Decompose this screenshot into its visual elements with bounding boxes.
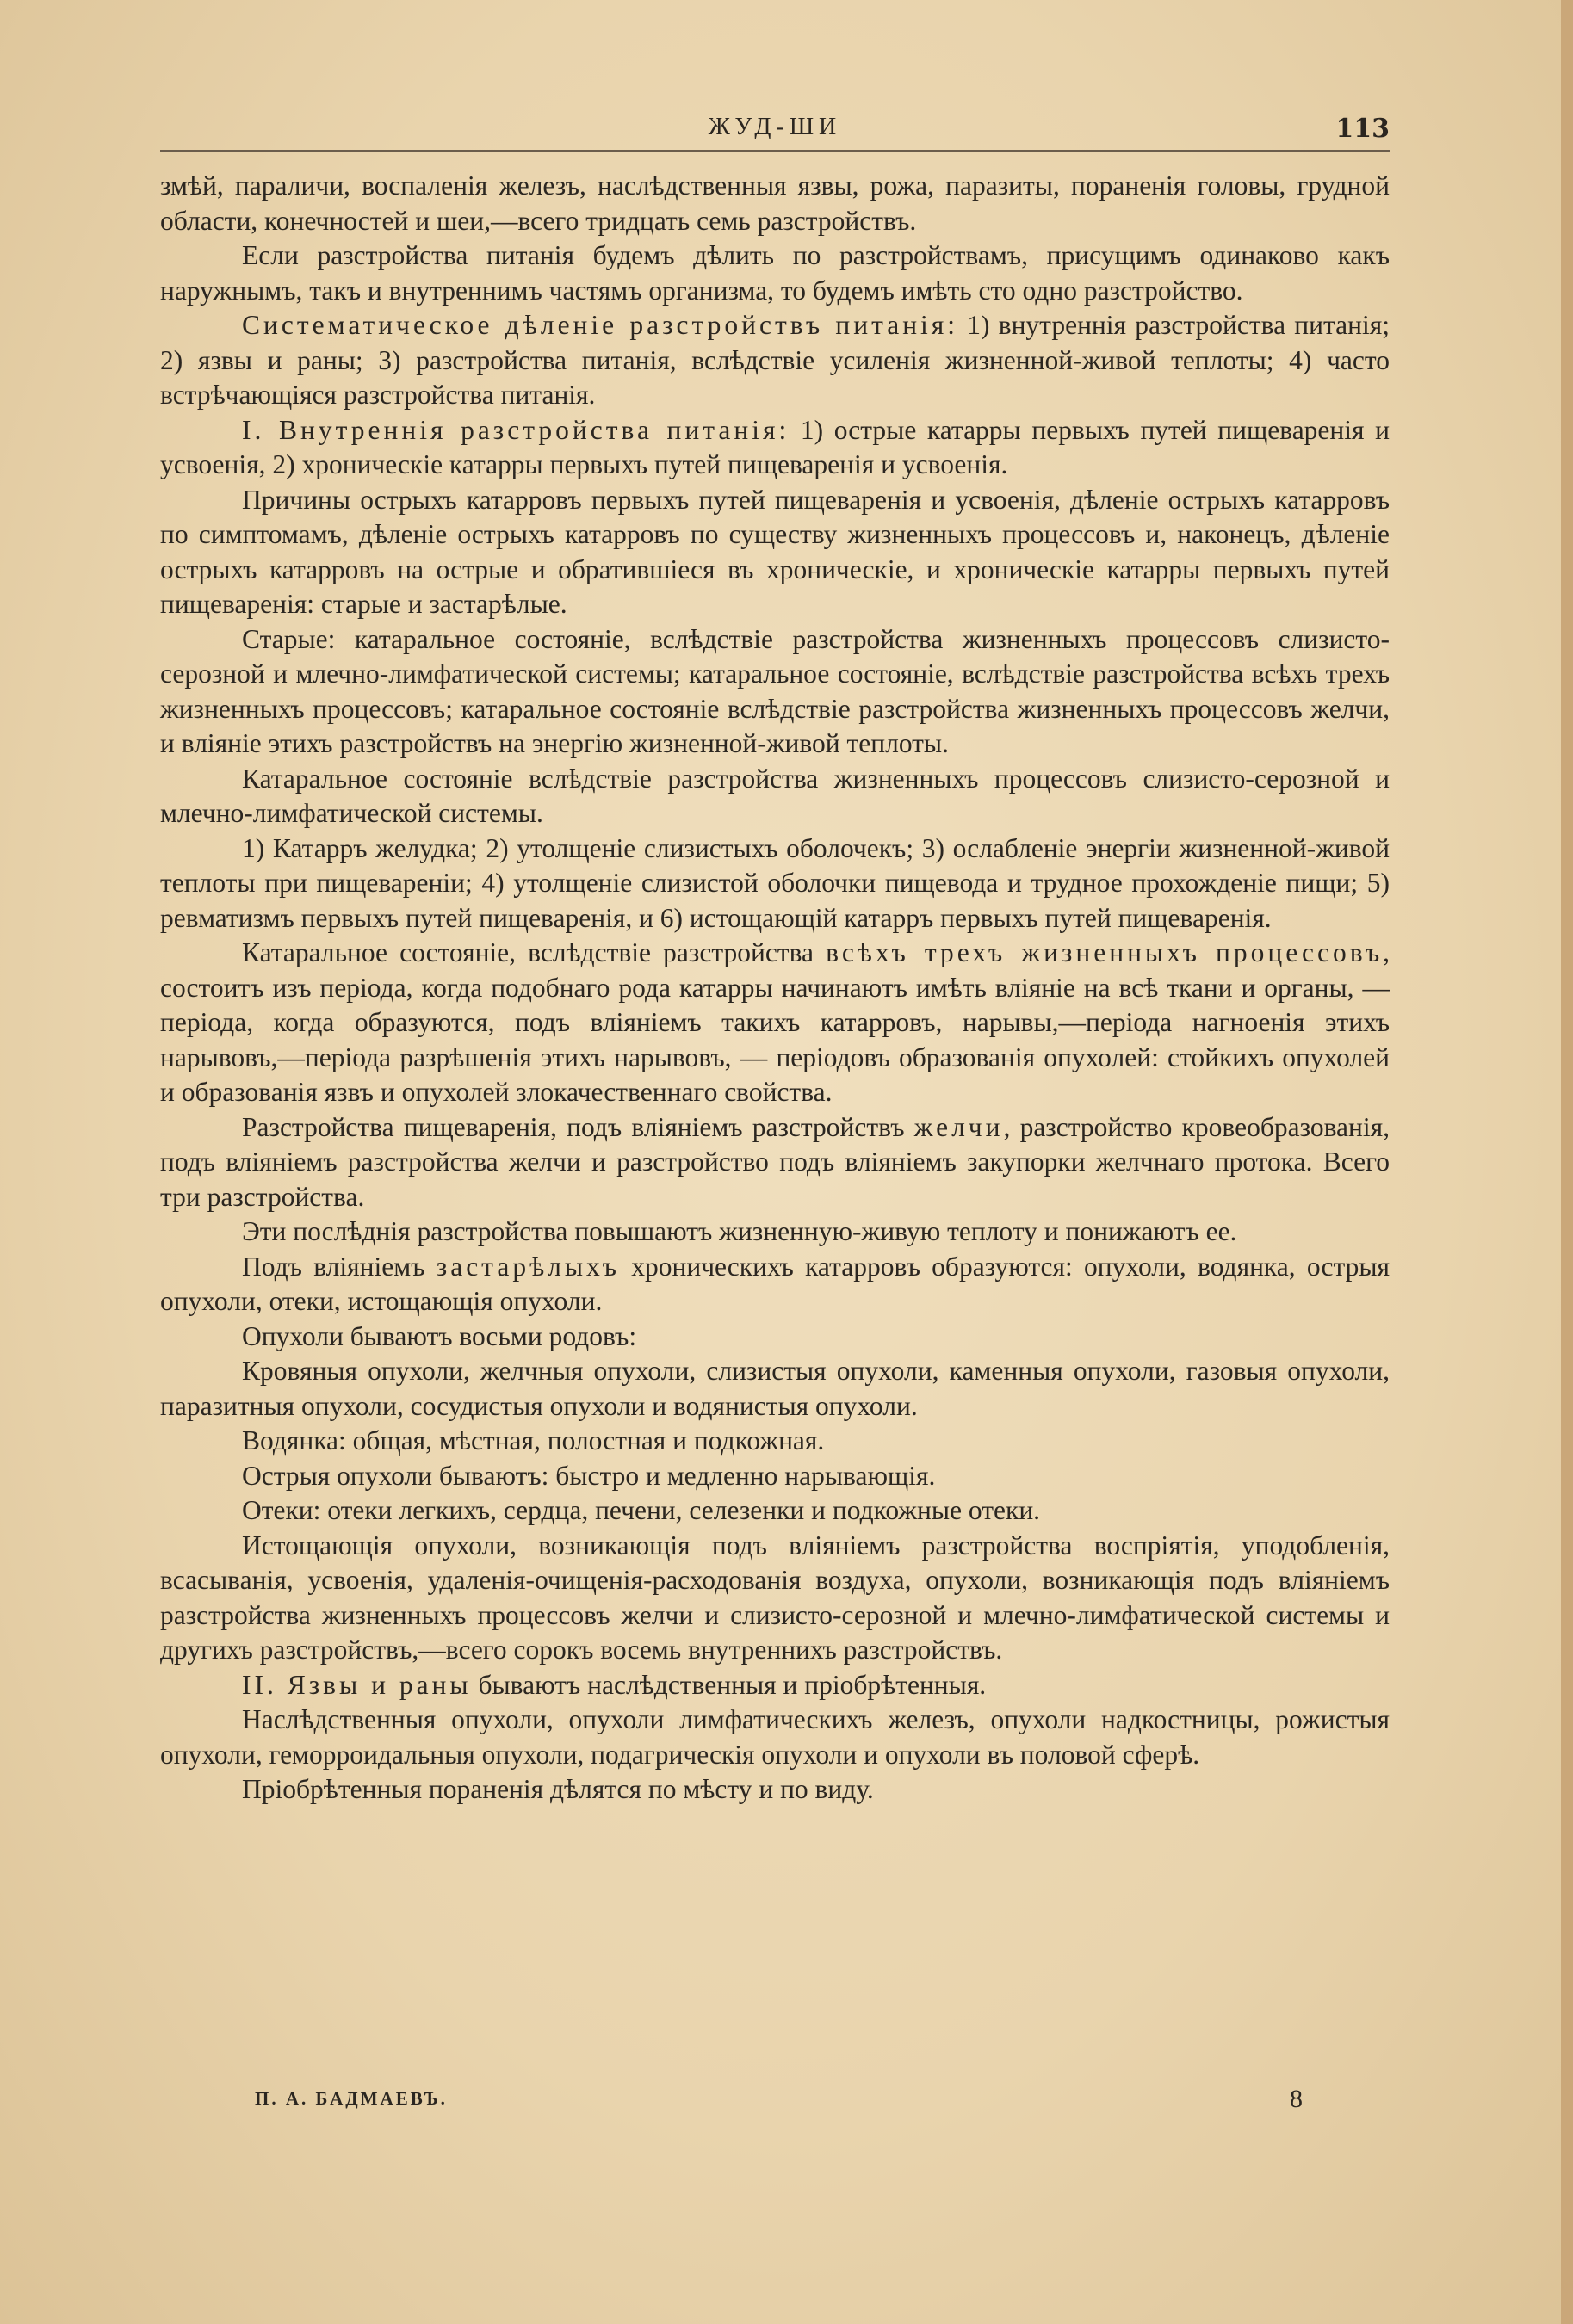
- paragraph: [160, 831, 1390, 936]
- paragraph: [160, 308, 1390, 413]
- paragraph-text: 1) острые катарры первыхъ путей пищеваренія и усвоенія, 2) хроническіе катарры первыхъ путей пищеваренія и усвоенія.: [160, 414, 1390, 479]
- paragraph-text: Кровяныя опухоли, желчныя опухоли, слизистыя опухоли, каменныя опухоли, газовыя опухоли, паразитныя опухоли, сосудистыя опухоли и водянистыя опухоли.: [160, 1356, 1390, 1421]
- spaced-emphasis-text: всѣхъ трехъ жизненныхъ процессовъ: [826, 937, 1384, 967]
- paragraph: [160, 1354, 1390, 1424]
- paragraph-text: Пріобрѣтенныя пораненія дѣлятся по мѣсту и по виду.: [242, 1774, 874, 1804]
- page-header: [160, 110, 1390, 152]
- paragraph: [160, 1772, 1390, 1808]
- page-footer: [160, 2085, 1390, 2119]
- spaced-emphasis-text: I. Внутреннія разстройства питанія:: [242, 414, 790, 445]
- paragraph-text: Водянка: общая, мѣстная, полостная и подкожная.: [242, 1425, 825, 1456]
- paragraph: [160, 483, 1390, 622]
- paragraph: [160, 1215, 1390, 1250]
- paragraph-text: Острыя опухоли бываютъ: быстро и медленно нарывающія.: [242, 1460, 936, 1491]
- paragraph: [160, 622, 1390, 762]
- paragraph: [160, 1110, 1390, 1215]
- paragraph: [160, 1250, 1390, 1320]
- page-number: 113: [1335, 114, 1390, 144]
- paragraph-text: Опухоли бываютъ восьми родовъ:: [242, 1320, 637, 1351]
- paragraph-text: бываютъ наслѣдственныя и пріобрѣтенныя.: [471, 1669, 987, 1700]
- paragraph-text: Старые: катаральное состояніе, вслѣдствіе разстройства жизненныхъ процессовъ слизисто-серозной и млечно-лимфатической системы; катаральное состояніе, вслѣдствіе разстройства всѣхъ трехъ жизненныхъ процессовъ; катаральное состояніе вслѣдствіе разстройства жизненныхъ процессовъ желчи, и вліяніе этихъ разстройствъ на энергію жизненной-живой теплоты.: [160, 623, 1390, 758]
- paragraph: [160, 1493, 1390, 1529]
- paragraph: [160, 936, 1390, 1110]
- paragraph-text: Отеки: отеки легкихъ, сердца, печени, селезенки и подкожные отеки.: [242, 1495, 1041, 1525]
- spaced-emphasis-text: Систематическое дѣленіе разстройствъ питанія:: [242, 310, 959, 340]
- paragraph-text: Если разстройства питанія будемъ дѣлить по разстройствамъ, присущимъ одинаково какъ наружнымъ, такъ и внутреннимъ частямъ организма, то будемъ имѣть сто одно разстройство.: [160, 240, 1390, 306]
- paragraph-text: 1) внутреннія разстройства питанія; 2) язвы и раны; 3) разстройства питанія, вслѣдствіе усиленія жизненной-живой теплоты; 4) часто встрѣчающіяся разстройства питанія.: [160, 310, 1390, 410]
- footer-author: П. А. БАДМАЕВЪ.: [255, 2088, 448, 2109]
- paragraph: [160, 1668, 1390, 1703]
- running-title: ЖУД-ШИ: [708, 114, 842, 140]
- signature-mark: 8: [1290, 2085, 1303, 2113]
- paragraph-text: , состоитъ изъ періода, когда подобнаго рода катарры начинаютъ имѣть вліяніе на всѣ ткани и органы, — періода, когда образуются, подъ вліяніемъ такихъ катарровъ, нарывы,—періода нагноенія этихъ нарывовъ,—періода разрѣшенія этихъ нарывовъ, — періодовъ образованія опухолей: стойкихъ опухолей и образованія язвъ и опухолей злокачественнаго свойства.: [160, 937, 1390, 1107]
- spaced-emphasis-text: застарѣлыхъ: [436, 1251, 620, 1282]
- paragraph-text: Истощающія опухоли, возникающія подъ вліяніемъ разстройства воспріятія, уподобленія, всасыванія, усвоенія, удаленія-очищенія-расходованія воздуха, опухоли, возникающія подъ вліяніемъ разстройства жизненныхъ процессовъ желчи и слизисто-серозной и млечно-лимфатической системы и другихъ разстройствъ,—всего сорокъ восемь внутреннихъ разстройствъ.: [160, 1530, 1390, 1665]
- paragraph: [160, 1703, 1390, 1772]
- paragraph-text: , разстройство кровеобразованія, подъ вліяніемъ разстройства желчи и разстройство подъ вліяніемъ закупорки желчнаго протока. Всего три разстройства.: [160, 1111, 1390, 1212]
- paragraph: [160, 1529, 1390, 1668]
- paragraph-text: Разстройства пищеваренія, подъ вліяніемъ разстройствъ: [242, 1111, 914, 1142]
- page-body-text: [160, 169, 1390, 1808]
- paragraph-text: Эти послѣднія разстройства повышаютъ жизненную-живую теплоту и понижаютъ ее.: [242, 1216, 1237, 1246]
- paragraph: [160, 413, 1390, 483]
- paragraph: [160, 1459, 1390, 1494]
- paragraph: [160, 1320, 1390, 1355]
- paragraph-text: Причины острыхъ катарровъ первыхъ путей пищеваренія и усвоенія, дѣленіе острыхъ катарровъ по симптомамъ, дѣленіе острыхъ катарровъ по существу жизненныхъ процессовъ и, наконецъ, дѣленіе острыхъ катарровъ на острые и обратившіеся въ хроническіе, и хроническіе катарры первыхъ путей пищеваренія: старые и застарѣлые.: [160, 484, 1390, 619]
- paragraph: [160, 169, 1390, 238]
- paragraph: [160, 238, 1390, 308]
- paragraph-text: Катаральное состояніе, вслѣдствіе разстройства: [242, 937, 827, 967]
- paragraph-text: змѣй, параличи, воспаленія железъ, наслѣдственныя язвы, рожа, паразиты, пораненія головы, грудной области, конечностей и шеи,—всего тридцать семь разстройствъ.: [160, 170, 1390, 236]
- spaced-emphasis-text: II. Язвы и раны: [242, 1669, 472, 1700]
- paragraph: [160, 1424, 1390, 1459]
- paragraph-text: Подъ вліяніемъ: [242, 1251, 437, 1282]
- paragraph: [160, 762, 1390, 831]
- spaced-emphasis-text: желчи: [913, 1111, 1004, 1142]
- paragraph-text: хроническихъ катарровъ образуются: опухоли, водянка, острыя опухоли, отеки, истощающія опухоли.: [160, 1251, 1390, 1316]
- paragraph-text: Наслѣдственныя опухоли, опухоли лимфатическихъ железъ, опухоли надкостницы, рожистыя опухоли, геморроидальныя опухоли, подагрическія опухоли и опухоли въ половой сферѣ.: [160, 1704, 1390, 1770]
- paragraph-text: 1) Катарръ желудка; 2) утолщеніе слизистыхъ оболочекъ; 3) ослабленіе энергіи жизненной-живой теплоты при пищевареніи; 4) утолщеніе слизистой оболочки пищевода и трудное прохожденіе пищи; 5) ревматизмъ первыхъ путей пищеваренія, и 6) истощающій катарръ первыхъ путей пищеваренія.: [160, 832, 1390, 933]
- paragraph-text: Катаральное состояніе вслѣдствіе разстройства жизненныхъ процессовъ слизисто-серозной и млечно-лимфатической системы.: [160, 763, 1390, 828]
